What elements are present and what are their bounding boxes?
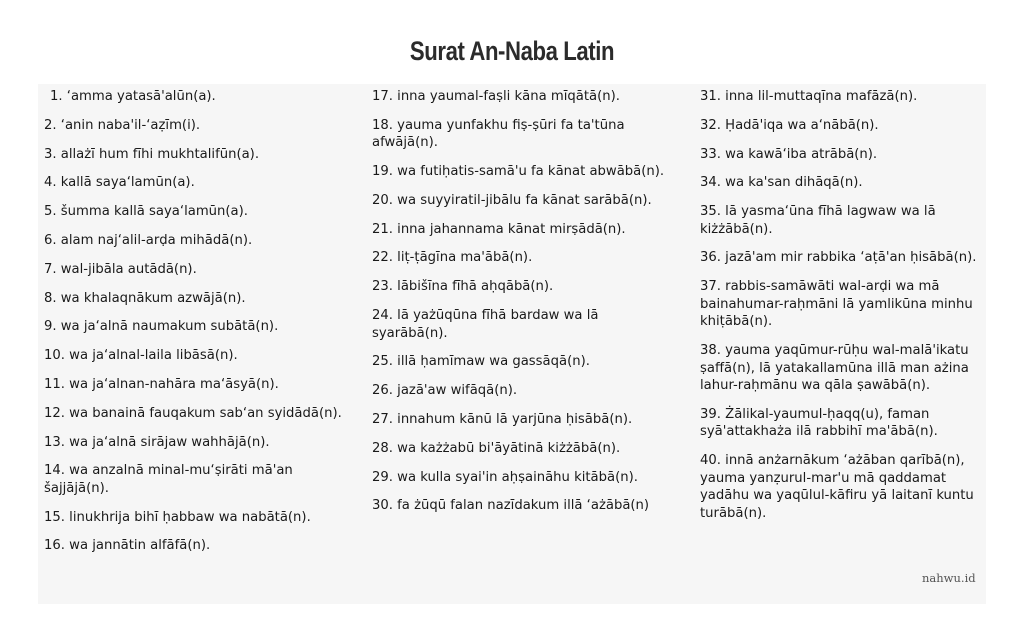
verse-36: 36. jazā'am mir rabbika ‘aṭā'an ḥisābā(n). [700,250,977,266]
verse-30: 30. fa żūqū falan nazīdakum illā ‘ażābā(n) [372,498,650,514]
verse-23: 23. lābišīna fīhā aḥqābā(n). [372,279,554,295]
verse-29: 29. wa kulla syai'in aḥṣaināhu kitābā(n). [372,469,638,485]
verse-9: 9. wa ja‘alnā naumakum subātā(n). [44,319,279,335]
verse-33: 33. wa kawā‘iba atrābā(n). [700,146,878,162]
verse-12: 12. wa banainā fauqakum sab‘an syidādā(n). [44,405,342,421]
verse-15: 15. linukhrija bihī ḥabbaw wa nabātā(n). [44,509,311,525]
verse-31: 31. inna lil-muttaqīna mafāzā(n). [700,89,918,104]
verse-13: 13. wa ja‘alnā sirājaw wahhājā(n). [44,434,270,450]
verse-26: 26. jazā'aw wifāqā(n). [372,383,518,399]
verse-5: 5. šumma kallā saya‘lamūn(a). [44,204,248,220]
verse-25: 25. illā ḥamīmaw wa gassāqā(n). [372,354,590,370]
verse-24: 24. lā yażūqūna fīhā bardaw wa lā syarābā(n). [372,308,599,341]
verse-39: 39. Żālikal-yaumul-ḥaqq(u), faman syā'attakhaża ilā rabbihī ma'ābā(n). [700,406,938,440]
watermark: nahwu.id [922,571,976,585]
verse-17: 17. inna yaumal-faṣli kāna mīqātā(n). [372,89,620,104]
verse-10: 10. wa ja‘alnal-laila libāsā(n). [44,348,238,364]
verse-20: 20. wa suyyiratil-jibālu fa kānat sarābā(n). [372,192,652,208]
verse-2: 2. ‘anin naba'il-‘aẓīm(i). [44,117,201,133]
verse-1: 1. ‘amma yatasā'alūn(a). [50,89,216,104]
verse-37: 37. rabbis-samāwāti wal-arḍi wa mā bainahumar-raḥmāni lā yamlikūna minhu khiṭābā(n). [700,279,973,330]
verse-3: 3. allażī hum fīhi mukhtalifūn(a). [44,146,260,162]
verse-column-2 [372,88,672,526]
verse-7: 7. wal-jibāla autādā(n). [44,261,197,277]
verse-11: 11. wa ja‘alnan-nahāra ma‘āsyā(n). [44,376,279,392]
verse-column-1 [44,88,354,566]
verse-4: 4. kallā saya‘lamūn(a). [44,175,195,191]
verse-28: 28. wa każżabū bi'āyātinā kiżżābā(n). [372,440,621,456]
page-title: Surat An-Naba Latin [409,36,615,67]
verse-18: 18. yauma yunfakhu fiṣ-ṣūri fa ta'tūna afwājā(n). [372,117,625,151]
verse-14: 14. wa anzalnā minal-mu‘ṣirāti mā'an šajjājā(n). [44,463,293,496]
verse-19: 19. wa futiḥatis-samā'u fa kānat abwābā(n). [372,164,665,180]
verse-22: 22. liṭ-ṭāgīna ma'ābā(n). [372,250,533,266]
verse-21: 21. inna jahannama kānat mirṣādā(n). [372,221,626,237]
verse-35: 35. lā yasma‘ūna fīhā lagwaw wa lā kiżżābā(n). [700,204,936,237]
verse-8: 8. wa khalaqnākum azwājā(n). [44,290,246,306]
verse-38: 38. yauma yaqūmur-rūḥu wal-malā'ikatu ṣaffā(n), lā yatakallamūna illā man ażina lahur-raḥmānu wa qāla ṣawābā(n). [700,343,969,394]
verse-40: 40. innā anżarnākum ‘ażāban qarībā(n), yauma yanẓurul-mar'u mā qaddamat yadāhu wa yaqūlul-kāfiru yā laitanī kuntu turābā(n). [700,453,974,521]
verse-column-3 [700,88,985,533]
verse-27: 27. innahum kānū lā yarjūna ḥisābā(n). [372,411,633,427]
verse-6: 6. alam naj‘alil-arḍa mihādā(n). [44,232,253,248]
verse-16: 16. wa jannātin alfāfā(n). [44,538,211,554]
verse-32: 32. Ḥadā'iqa wa a‘nābā(n). [700,117,879,133]
verse-34: 34. wa ka'san dihāqā(n). [700,175,863,191]
